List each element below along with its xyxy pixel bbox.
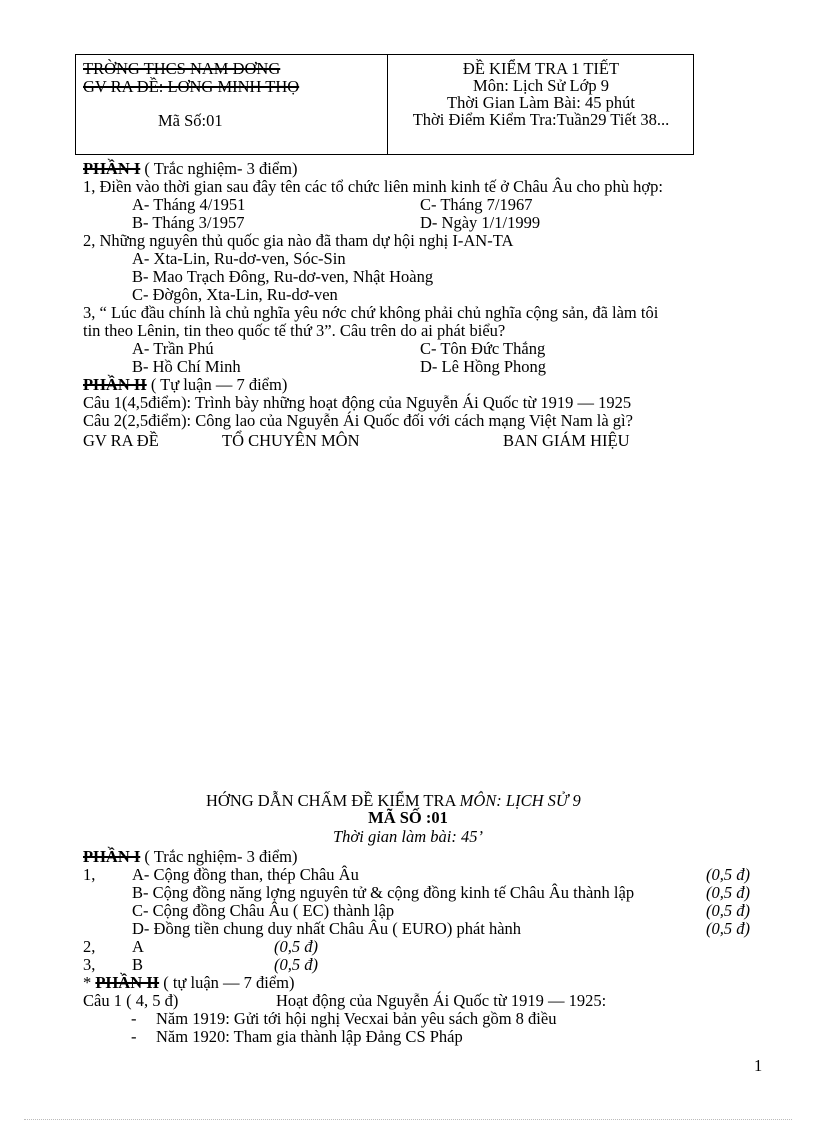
signature-group: TỔ CHUYÊN MÔN xyxy=(222,431,360,450)
q2-option-b: B- Mao Trạch Đông, Ru-dơ-ven, Nhật Hoàng xyxy=(132,267,434,286)
signature-teacher: GV RA ĐỀ xyxy=(83,431,159,450)
exam-when: Thời Điểm Kiểm Tra:Tuần29 Tiết 38... xyxy=(412,110,670,129)
part1-heading xyxy=(83,160,297,178)
exam-duration: Thời Gian Làm Bài: 45 phút xyxy=(447,93,635,112)
ak-answer-2-number: 2, xyxy=(83,937,96,956)
ak-answer-1a: A- Cộng đồng than, thép Châu Âu xyxy=(132,865,359,884)
q3-option-a: A- Trần Phú xyxy=(132,339,214,358)
part1-note: ( Trắc nghiệm- 3 điểm) xyxy=(140,159,298,178)
exam-code: Mã Số:01 xyxy=(158,111,223,130)
school-name: TRỜNG THCS NAM DƠNG xyxy=(83,59,281,78)
answer-key-time: Thời gian làm bài: 45’ xyxy=(333,827,483,846)
question-2: 2, Những nguyên thủ quốc gia nào đã tham dự hội nghị I-AN-TA xyxy=(83,231,514,250)
essay-question-2: Câu 2(2,5điểm): Công lao của Nguyễn Ái Quốc đối với cách mạng Việt Nam là gì? xyxy=(83,411,633,430)
answer-key-subject: MÔN: LỊCH SỬ 9 xyxy=(459,791,581,810)
ak-item-2: Năm 1920: Tham gia thành lập Đảng CS Pháp xyxy=(156,1027,463,1046)
answer-key-title-main: HỚNG DẪN CHẤM ĐỀ KIỂM TRA xyxy=(206,791,460,810)
signature-board: BAN GIÁM HIỆU xyxy=(503,431,630,450)
ak-point-1a: (0,5 đ) xyxy=(706,865,750,884)
ak-part2-heading xyxy=(83,974,295,992)
ak-answer-2-value: A xyxy=(132,937,144,956)
ak-answer-3-number: 3, xyxy=(83,955,96,974)
ak-answer-3-value: B xyxy=(132,955,144,974)
q3-option-d: D- Lê Hồng Phong xyxy=(420,357,547,376)
ak-point-1b: (0,5 đ) xyxy=(706,883,750,902)
ak-point-1d: (0,5 đ) xyxy=(706,919,750,938)
part2-title: PHẦN II xyxy=(83,375,147,394)
ak-part1-title: PHẦN I xyxy=(83,847,141,866)
question-3-line-1: 3, “ Lúc đầu chính là chủ nghĩa yêu nớc chứ không phải chủ nghĩa cộng sản, đã làm tôi xyxy=(83,303,659,322)
q3-option-b: B- Hồ Chí Minh xyxy=(132,357,241,376)
page-number: 1 xyxy=(754,1056,763,1075)
page-bottom-rule xyxy=(24,1119,792,1120)
ak-point-2: (0,5 đ) xyxy=(274,937,318,956)
q3-option-c: C- Tôn Đức Thắng xyxy=(420,339,546,358)
q2-option-a: A- Xta-Lin, Ru-dơ-ven, Sóc-Sin xyxy=(132,249,346,268)
ak-essay-1-title: Hoạt động của Nguyễn Ái Quốc từ 1919 — 1925: xyxy=(276,991,607,1010)
question-3-line-2: tin theo Lênin, tin theo quốc tế thứ 3”. Câu trên do ai phát biểu? xyxy=(83,321,506,340)
ak-answer-1c: C- Cộng đồng Châu Âu ( EC) thành lập xyxy=(132,901,395,920)
answer-key-code: MÃ SỐ :01 xyxy=(368,808,448,827)
ak-item-2-dash: - xyxy=(131,1027,137,1046)
ak-item-1: Năm 1919: Gửi tới hội nghị Vecxai bản yêu sách gồm 8 điều xyxy=(156,1009,557,1028)
ak-answer-1b: B- Cộng đồng năng lợng nguyên tử & cộng đồng kinh tế Châu Âu thành lập xyxy=(132,883,635,902)
ak-part1-note: ( Trắc nghiệm- 3 điểm) xyxy=(140,847,298,866)
ak-point-3: (0,5 đ) xyxy=(274,955,318,974)
ak-answer-1d: D- Đồng tiền chung duy nhất Châu Âu ( EURO) phát hành xyxy=(132,919,522,938)
part2-note: ( Tự luận — 7 điểm) xyxy=(146,375,288,394)
q1-option-a: A- Tháng 4/1951 xyxy=(132,195,246,214)
ak-part1-heading xyxy=(83,848,297,866)
essay-question-1: Câu 1(4,5điểm): Trình bày những hoạt động của Nguyễn Ái Quốc từ 1919 — 1925 xyxy=(83,393,632,412)
part1-title: PHẦN I xyxy=(83,159,141,178)
exam-subject: Môn: Lịch Sử Lớp 9 xyxy=(473,76,609,95)
ak-part2-star: * xyxy=(83,973,96,992)
q1-option-c: C- Tháng 7/1967 xyxy=(420,195,533,214)
ak-part2-title: PHẦN II xyxy=(95,973,160,992)
q2-option-c: C- Đờgôn, Xta-Lin, Ru-dơ-ven xyxy=(132,285,338,304)
q1-option-b: B- Tháng 3/1957 xyxy=(132,213,245,232)
teacher-name: GV RA ĐỀ: LƠNG MINH THỌ xyxy=(83,77,300,96)
ak-point-1c: (0,5 đ) xyxy=(706,901,750,920)
ak-item-1-dash: - xyxy=(131,1009,137,1028)
ak-answer-1-number: 1, xyxy=(83,865,96,884)
ak-essay-1-label: Câu 1 ( 4, 5 đ) xyxy=(83,991,179,1010)
question-1: 1, Điền vào thời gian sau đây tên các tổ chức liên minh kinh tế ở Châu Âu cho phù hợp: xyxy=(83,177,663,196)
exam-title: ĐỀ KIỂM TRA 1 TIẾT xyxy=(462,59,620,78)
part2-heading xyxy=(83,376,287,394)
q1-option-d: D- Ngày 1/1/1999 xyxy=(420,213,541,232)
ak-part2-note: ( tự luận — 7 điểm) xyxy=(159,973,295,992)
